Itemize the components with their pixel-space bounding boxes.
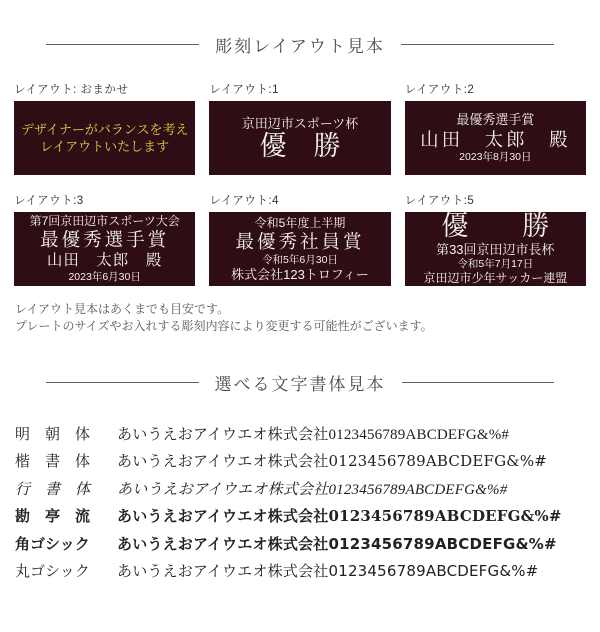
plate-text-line: 最優秀選手賞	[456, 112, 535, 128]
layout-sample	[209, 192, 390, 286]
font-name-label: 角ゴシック	[15, 534, 90, 553]
title-rule-left	[46, 382, 199, 383]
font-sample-text: あいうえおアイウエオ株式会社0123456789ABCDEFG&%#	[117, 562, 539, 581]
engraving-plate	[14, 101, 195, 175]
plate-text-line: 最優秀選手賞	[40, 229, 170, 251]
font-sample-row	[15, 533, 585, 561]
title-rule-right	[401, 44, 554, 45]
font-samples-title-text: 選べる文字書体見本	[214, 374, 386, 394]
layout-note-line: レイアウト見本はあくまでも目安です。	[15, 302, 230, 316]
plate-text-line: 京田辺市少年サッカー連盟	[423, 271, 568, 286]
engraving-layout-title-text: 彫刻レイアウト見本	[215, 37, 385, 56]
font-sample-row	[15, 478, 585, 506]
layout-sample-label: レイアウト:3	[14, 195, 84, 207]
font-sample-row	[15, 423, 585, 451]
plate-text-line: 第33回京田辺市長杯	[436, 241, 555, 257]
engraving-plate	[405, 212, 586, 286]
plate-text-line: 優 勝	[441, 211, 550, 242]
font-name-label: 勘 亭 流	[15, 507, 91, 526]
plate-text-line: 令和5年6月30日	[262, 253, 338, 266]
layout-sample	[14, 81, 195, 175]
layout-sample-label: レイアウト:4	[209, 195, 279, 207]
plate-text-line: レイアウトいたします	[40, 138, 170, 154]
plate-text-line: 令和5年度上半期	[254, 215, 346, 230]
plate-text-line: 株式会社123トロフィー	[231, 267, 369, 283]
plate-text-line: 2023年8月30日	[459, 151, 532, 164]
engraving-plate	[209, 212, 390, 286]
plate-text-line: 2023年6月30日	[68, 271, 141, 284]
font-name-label: 丸ゴシック	[15, 562, 90, 581]
engraving-plate	[405, 101, 586, 175]
layout-note-line: プレートのサイズやお入れする彫刻内容により変更する可能性がございます。	[15, 319, 433, 334]
layout-sample	[405, 192, 586, 286]
engraving-plate	[209, 101, 390, 175]
title-rule-left	[46, 44, 199, 45]
font-sample-text: あいうえおアイウエオ株式会社0123456789ABCDEFG&%#	[117, 534, 557, 553]
font-sample-text: あいうえおアイウエオ株式会社0123456789ABCDEFG&%#	[117, 481, 508, 498]
layout-sample-label: レイアウト:5	[404, 195, 475, 207]
plate-text-line: デザイナーがバランスを考え	[20, 122, 189, 138]
plate-text-line: 山田 太郎 殿	[46, 252, 163, 270]
font-sample-row	[15, 505, 585, 533]
plate-text-line: 第7回京田辺市スポーツ大会	[29, 214, 180, 229]
font-sample-text: あいうえおアイウエオ株式会社0123456789ABCDEFG&%#	[117, 507, 562, 526]
font-name-label: 楷 書 体	[15, 452, 91, 471]
font-name-label: 行 書 体	[15, 481, 91, 498]
font-samples-table	[0, 423, 600, 588]
font-sample-text: あいうえおアイウエオ株式会社0123456789ABCDEFG&%#	[117, 426, 510, 443]
layout-sample	[14, 192, 195, 286]
font-name-label: 明 朝 体	[15, 426, 91, 443]
layout-sample-label: レイアウト:2	[404, 84, 475, 96]
layout-sample	[209, 81, 390, 175]
font-sample-row	[15, 450, 585, 478]
layout-sample-label: レイアウト:1	[209, 84, 279, 96]
font-sample-text: あいうえおアイウエオ株式会社0123456789ABCDEFG&%#	[117, 452, 548, 471]
plate-text-line: 京田辺市スポーツ杯	[241, 115, 359, 131]
plate-text-line: 優 勝	[259, 130, 341, 161]
layout-sample	[405, 81, 586, 175]
layout-notes	[0, 301, 600, 336]
layout-sample-label: レイアウト: おまかせ	[14, 84, 129, 96]
plate-text-line: 山田 太郎 殿	[420, 128, 571, 150]
plate-text-line: 最優秀社員賞	[235, 230, 365, 252]
font-sample-row	[15, 560, 585, 588]
plate-text-line: 令和5年7月17日	[457, 258, 534, 271]
engraving-plate	[14, 212, 195, 286]
title-rule-right	[402, 382, 555, 383]
engraving-layout-title	[0, 32, 600, 57]
layout-samples-grid	[0, 81, 600, 286]
font-samples-title	[0, 370, 600, 395]
